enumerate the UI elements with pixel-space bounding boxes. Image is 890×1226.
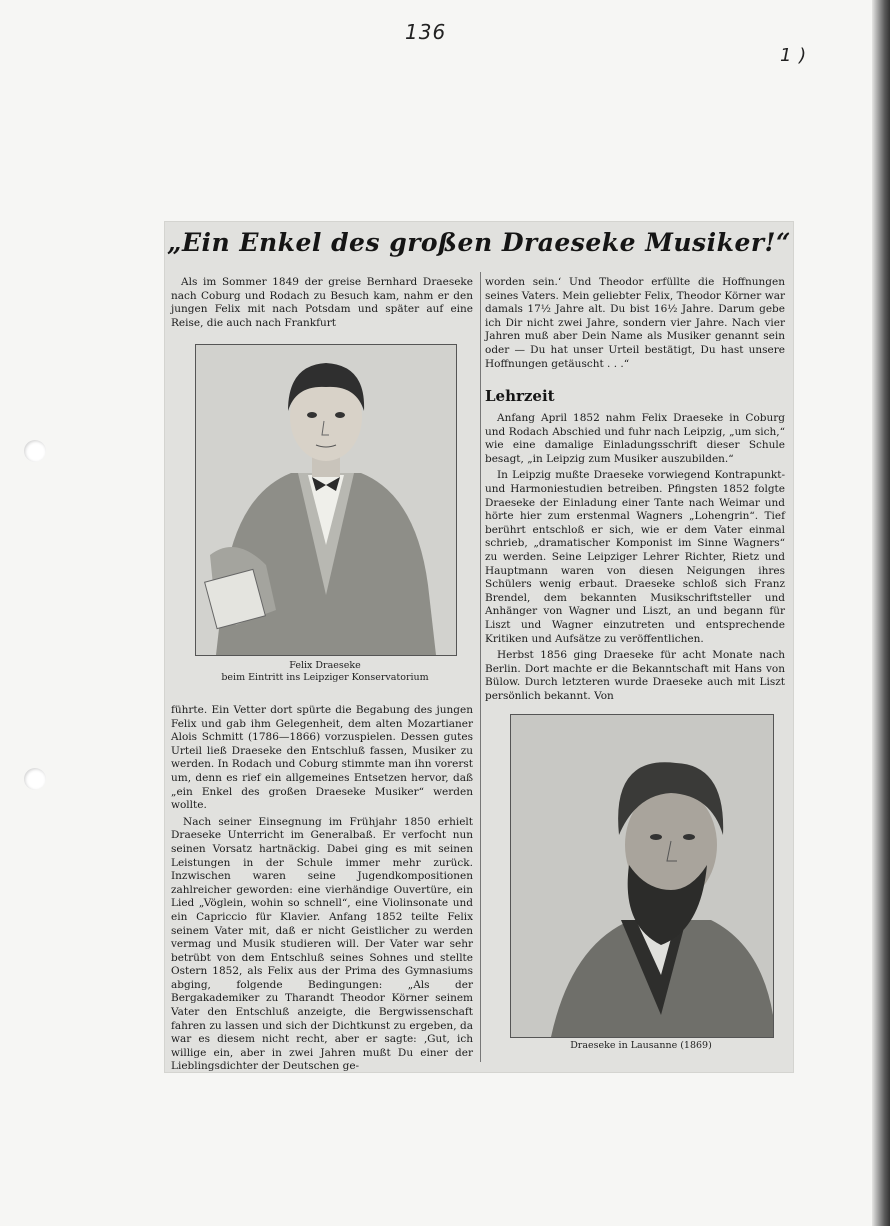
young-portrait-drawing <box>196 345 456 655</box>
old-portrait <box>510 714 774 1038</box>
young-portrait-caption-name: Felix Draeseke <box>289 660 361 671</box>
old-portrait-drawing <box>511 715 773 1037</box>
young-portrait-caption-text: beim Eintritt ins Leipziger Konservatorium <box>221 672 429 683</box>
right-column-middle <box>485 412 785 706</box>
young-portrait <box>195 344 457 656</box>
young-portrait-caption <box>195 660 455 684</box>
subhead-lehrzeit: Lehrzeit <box>485 387 555 405</box>
article-headline: „Ein Enkel des großen Draeseke Musiker!“ <box>167 228 791 257</box>
left-column-top <box>171 276 473 333</box>
paragraph-april-1852: Anfang April 1852 nahm Felix Draeseke in Coburg und Rodach Abschied und fuhr nach Leipzig, „um sich,“ wie eine damalige Einladungsschrift dieser Schule besagt, „in Leipzig zum Musiker auszubilden.“ <box>485 412 785 465</box>
page-edge-shadow <box>872 0 890 1226</box>
paragraph-vetter: führte. Ein Vetter dort spürte die Begabung des jungen Felix und gab ihm Gelegenheit, dem alten Mozartianer Alois Schmitt (1786—1866) vorzuspielen. Dessen gutes Urteil ließ Draeseke den Entschluß fassen, Musiker zu werden. In Rodach und Coburg stimmte man ihn vorerst um, denn es rief ein allgemeines Entsetzen hervor, daß „ein Enkel des großen Draeseke Musiker“ werden wollte. <box>171 704 473 812</box>
old-portrait-caption: Draeseke in Lausanne (1869) <box>570 1040 712 1051</box>
corner-mark-handwritten: 1 ) <box>780 45 808 66</box>
paragraph-einsegnung: Nach seiner Einsegnung im Frühjahr 1850 erhielt Draeseke Unterricht im Generalbaß. Er verfocht nun seinen Vorsatz hartnäckig. Dabei ging es mit seinen Leistungen in der Schule immer mehr zurück. Inzwischen waren seine Jugendkompositionen zahlreicher geworden: eine vierhändige Ouvertüre, ein Lied „Vöglein, wohin so schnell“, eine Violinsonate und ein Capriccio für Klavier. Anfang 1852 teilte Felix seinem Vater mit, daß er nicht Geistlicher zu werden vermag und Musik studieren will. Der Vater war sehr betrübt von dem Entschluß seines Sohnes und stellte Ostern 1852, als Felix aus der Prima des Gymnasiums abging, folgende Bedingungen: „Als der Bergakademiker zu Tharandt Theodor Körner seinem Vater den Entschluß anzeigte, die Bergwissenschaft fahren zu lassen und sich der Dichtkunst zu ergeben, da war es diesem nicht recht, aber er sagte: ‚Gut, ich willige ein, aber in zwei Jahren mußt Du einer der Lieblingsdichter der Deutschen ge- <box>171 815 473 1072</box>
paragraph-berlin: Herbst 1856 ging Draeseke für acht Monate nach Berlin. Dort machte er die Bekanntschaft mit Hans von Bülow. Durch letzteren wurde Draeseke auch mit Liszt persönlich bekannt. Von <box>485 649 785 702</box>
paragraph-hoffnungen: worden sein.‘ Und Theodor erfüllte die Hoffnungen seines Vaters. Mein geliebter Felix, Theodor Körner war damals 17½ Jahre alt. Du bist 16½ Jahre. Darum gebe ich Dir nicht zwei Jahre, sondern vier Jahre. Nach vier Jahren muß aber Dein Name als Musiker genannt sein oder — Du hat unser Urteil bestätigt, Du hast unsere Hoffnungen getäuscht . . .“ <box>485 276 785 370</box>
punch-hole-bottom <box>24 768 46 790</box>
page-number-handwritten: 136 <box>405 20 447 44</box>
column-divider <box>480 272 481 1062</box>
punch-hole-top <box>24 440 46 462</box>
newspaper-clipping <box>165 222 793 1072</box>
paragraph-intro: Als im Sommer 1849 der greise Bernhard Draeseke nach Coburg und Rodach zu Besuch kam, nahm er den jungen Felix mit nach Potsdam und später auf eine Reise, die auch nach Frankfurt <box>171 276 473 329</box>
left-column-bottom <box>171 704 473 1072</box>
paragraph-leipzig: In Leipzig mußte Draeseke vorwiegend Kontrapunkt- und Harmoniestudien betreiben. Pfingsten 1852 folgte Draeseke der Einladung einer Tante nach Weimar und hörte hier zum erstenmal Wagners „Lohengrin“. Tief berührt entschloß er sich, wie er dem Vater einmal schrieb, „dramatischer Komponist im Sinne Wagners“ zu werden. Seine Leipziger Lehrer Richter, Rietz und Hauptmann waren von diesen Neigungen ihres Schülers wenig erbaut. Draeseke schloß sich Franz Brendel, dem bekannten Musikschriftsteller und Anhänger von Wagner und Liszt, an und begann für Liszt und Wagner einzutreten und entsprechende Kritiken und Aufsätze zu veröffentlichen. <box>485 469 785 645</box>
right-column-top <box>485 276 785 374</box>
